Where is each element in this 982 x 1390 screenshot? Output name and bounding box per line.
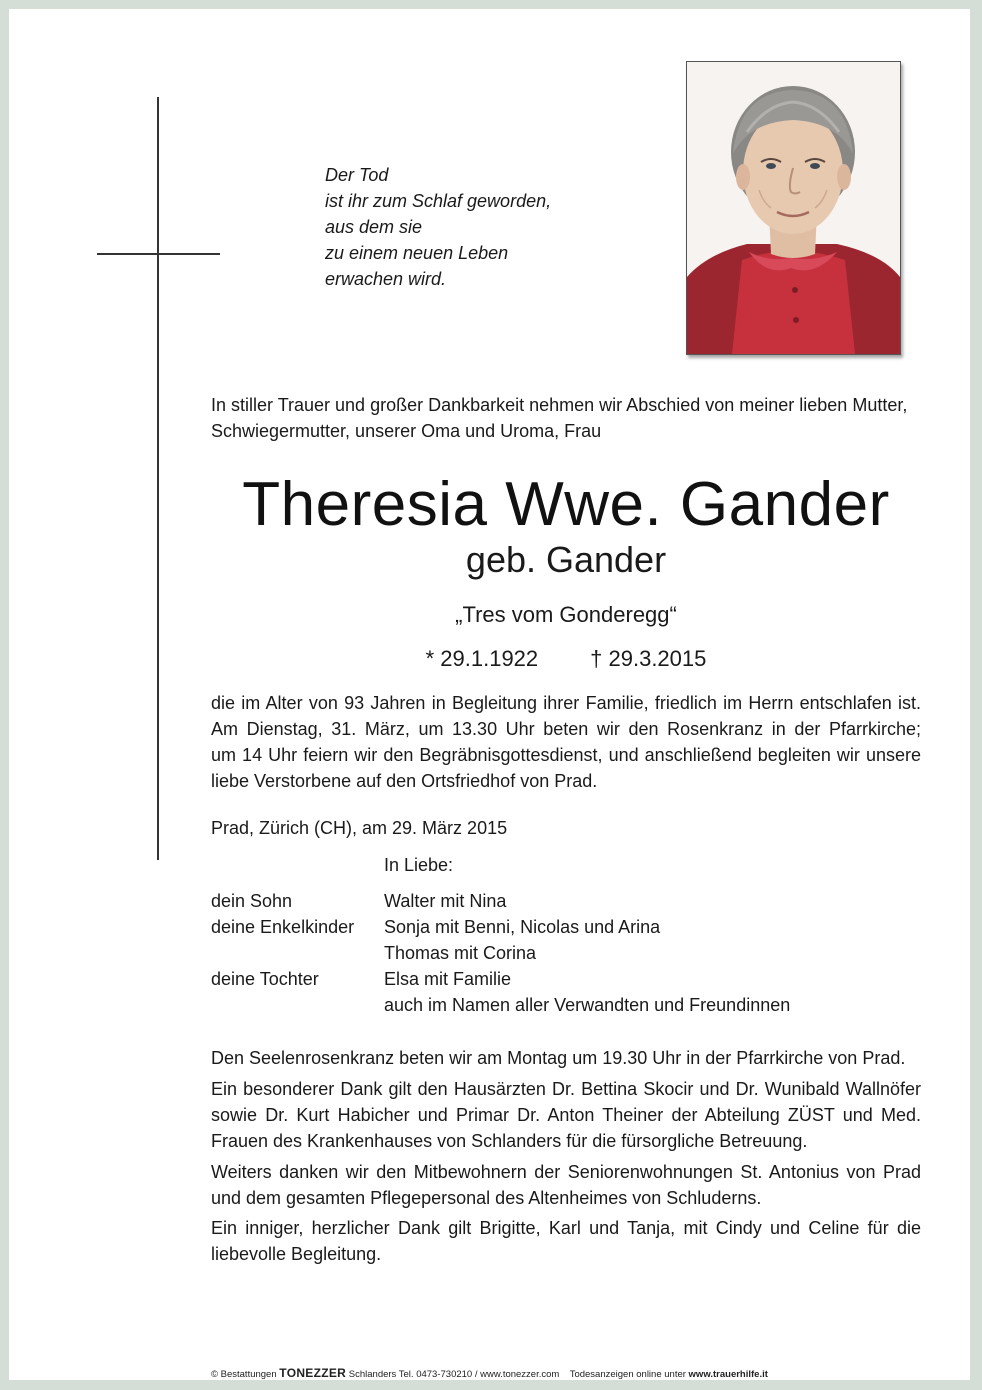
footer-details: Schlanders Tel. 0473-730210 / www.tonezzer.com (348, 1369, 560, 1380)
intro-line: In stiller Trauer und großer Dankbarkeit nehmen wir Abschied von meiner lieben Mutter, (211, 395, 908, 415)
family-names: Elsa mit Familie (384, 969, 512, 989)
thanks-line: Frauen des Krankenhauses von Schlanders für die fürsorgliche Betreuung. (211, 1131, 808, 1151)
thanks-line: liebevolle Begleitung. (211, 1244, 382, 1264)
announcement-line: um 14 Uhr feiern wir den Begräbnisgottesdienst, und anschließend begleiten wir unsere (211, 745, 921, 765)
family-names: Walter mit Nina (384, 891, 507, 911)
family-row (211, 940, 790, 966)
deceased-name: Theresia Wwe. Gander (242, 470, 890, 539)
thanks-line: Ein inniger, herzlicher Dank gilt Brigitte, Karl und Tanja, mit Cindy und Celine für die (211, 1218, 921, 1238)
nickname: „Tres vom Gonderegg“ (455, 602, 677, 627)
family-names: Sonja mit Benni, Nicolas und Arina (384, 917, 661, 937)
intro-line: Schwiegermutter, unserer Oma und Uroma, Frau (211, 421, 602, 441)
thanks-line: Weiters danken wir den Mitbewohnern der Seniorenwohnungen St. Antonius von Prad (211, 1162, 921, 1182)
portrait-illustration (687, 62, 900, 354)
poem-line: erwachen wird. (325, 269, 447, 289)
thanks-line: Ein besonderer Dank gilt den Hausärzten Dr. Bettina Skocir und Dr. Wunibald Wallnöfer (211, 1079, 921, 1099)
announcement-line: Am Dienstag, 31. März, um 13.30 Uhr beten wir den Rosenkranz in der Pfarrkirche; (211, 719, 921, 739)
footer-brand: TONEZZER (279, 1366, 347, 1380)
family-list (211, 888, 790, 1018)
birth-name: geb. Gander (465, 539, 667, 580)
family-names: auch im Namen aller Verwandten und Freundinnen (384, 995, 791, 1015)
footer-online-label: Todesanzeigen online unter (569, 1369, 686, 1380)
poem-line: Der Tod (325, 165, 389, 185)
death-date: † 29.3.2015 (590, 646, 707, 671)
thanks-residents (211, 1159, 921, 1211)
thanks-doctors (211, 1076, 921, 1154)
life-dates (211, 644, 921, 674)
poem-line: zu einem neuen Leben (325, 243, 509, 263)
thanks-line: sowie Dr. Kurt Habicher und Primar Dr. Anton Theiner der Abteilung ZÜST und Med. (211, 1105, 921, 1125)
thanks-friends (211, 1215, 921, 1267)
announcement-line: die im Alter von 93 Jahren in Begleitung ihrer Familie, friedlich im Herrn entschlafen ist. (211, 693, 921, 713)
family-row (211, 914, 790, 940)
birth-date: * 29.1.1922 (425, 646, 539, 671)
announcement-line: liebe Verstorbene auf den Ortsfriedhof von Prad. (211, 771, 598, 791)
family-relation: deine Enkelkinder (211, 917, 355, 937)
place-and-date: Prad, Zürich (CH), am 29. März 2015 (211, 818, 508, 838)
family-relation (211, 940, 384, 966)
announcement-text (211, 690, 921, 794)
footer (211, 1367, 768, 1381)
portrait-photo (686, 61, 901, 355)
family-relation (211, 992, 384, 1018)
thanks-line: und dem gesamten Pflegepersonal des Altenheimes von Schluderns. (211, 1188, 762, 1208)
poem-line: aus dem sie (325, 217, 423, 237)
family-row (211, 888, 790, 914)
family-row (211, 992, 790, 1018)
poem-line: ist ihr zum Schlaf geworden, (325, 191, 552, 211)
footer-online-link[interactable]: www.trauerhilfe.it (688, 1369, 768, 1380)
family-relation: dein Sohn (211, 891, 293, 911)
family-relation: deine Tochter (211, 969, 319, 989)
family-heading: In Liebe: (384, 855, 454, 875)
intro-text (211, 392, 907, 444)
cross-horizontal-bar (97, 253, 220, 255)
cross-vertical-bar (157, 97, 159, 860)
rosary-note: Den Seelenrosenkranz beten wir am Montag um 19.30 Uhr in der Pfarrkirche von Prad. (211, 1048, 906, 1068)
family-row (211, 966, 790, 992)
footer-copyright: © Bestattungen (211, 1369, 277, 1380)
poem (325, 162, 551, 292)
family-names: Thomas mit Corina (384, 943, 537, 963)
